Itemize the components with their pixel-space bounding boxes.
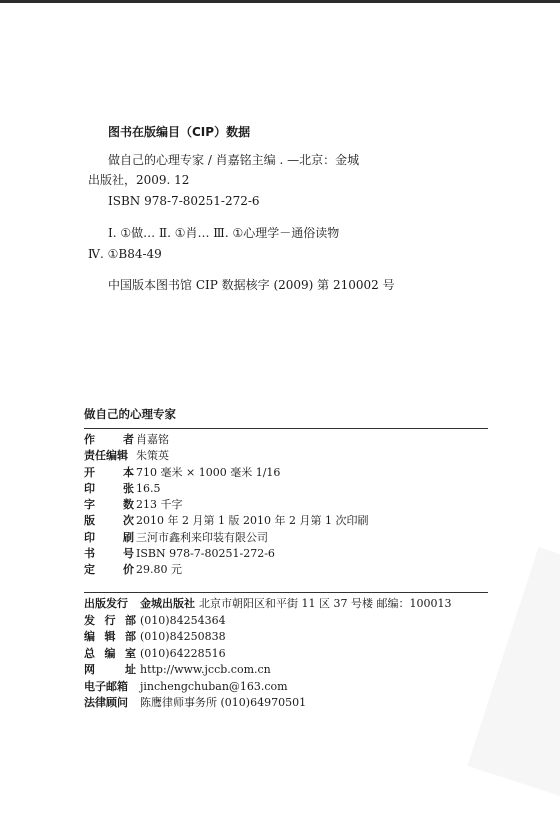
book-info-table [84,432,488,579]
contact-row [84,613,504,630]
top-border-rule [0,0,560,3]
info-row [84,546,488,562]
info-row-label: 作 者 [84,433,134,446]
cip-line-4: Ⅰ. ①做… Ⅱ. ①肖… Ⅲ. ①心理学－通俗读物 [108,226,340,240]
title-rule [84,428,488,429]
contact-row [84,629,504,646]
publisher-value [140,596,451,613]
info-row [84,562,488,578]
info-row-value: 三河市鑫利来印装有限公司 [136,530,268,544]
cip-line-2: 出版社，2009. 12 [88,173,190,187]
cip-heading: 图书在版编目（CIP）数据 [108,125,251,139]
info-row [84,465,488,481]
publisher-name: 金城出版社 [140,597,195,610]
info-row-label: 定 价 [84,563,134,577]
info-row-label: 版 次 [84,514,134,528]
contact-row-label: 发 行 部 [84,613,136,627]
info-row [84,432,488,448]
book-title: 做自己的心理专家 [84,407,176,421]
cip-line-6: 中国版本图书馆 CIP 数据核字 (2009) 第 210002 号 [108,278,395,292]
info-row-value: 29.80 元 [136,563,182,577]
info-row-label: 开 本 [84,465,134,479]
contact-row-value: jinchengchuban@163.com [140,679,288,693]
contact-row [84,662,504,679]
publisher-block [84,596,504,712]
cip-line-5: Ⅳ. ①B84-49 [88,247,162,261]
info-row [84,448,488,464]
info-row-label: 印 张 [84,481,134,495]
info-row-label: 书 号 [84,547,134,561]
cip-line-1: 做自己的心理专家 / 肖嘉铭主编 . —北京：金城 [108,153,360,167]
cip-line-3: ISBN 978-7-80251-272-6 [108,194,260,208]
contact-row-label: 网 址 [84,663,136,676]
info-row [84,481,488,497]
info-row-label: 印 刷 [84,530,134,544]
info-row-value: 肖嘉铭 [136,433,169,446]
contact-list [84,613,504,712]
contact-row-value: (010)84254364 [140,613,226,627]
contact-row-value: (010)64228516 [140,646,226,660]
contact-row-label: 电子邮箱 [84,679,128,693]
info-row-label: 字 数 [84,498,134,512]
info-rule [84,592,488,593]
info-row [84,513,488,529]
info-row-value: 16.5 [136,481,161,495]
contact-row [84,646,504,663]
info-row [84,497,488,513]
info-row-value: 213 千字 [136,498,183,512]
contact-row-value: 陈鹰律师事务所 (010)64970501 [140,696,307,709]
info-row-value: 2010 年 2 月第 1 版 2010 年 2 月第 1 次印刷 [136,514,369,528]
contact-row-value: http://www.jccb.com.cn [140,663,271,676]
contact-row-label: 法律顾问 [84,696,128,709]
publisher-label: 出版发行 [84,597,128,610]
info-row-value: ISBN 978-7-80251-272-6 [136,547,275,561]
publisher-row [84,596,504,613]
contact-row-label: 编 辑 部 [84,630,136,643]
contact-row [84,695,504,712]
info-row-value: 朱策英 [136,449,169,463]
info-row [84,530,488,546]
contact-row-label: 总 编 室 [84,646,136,660]
info-row-label: 责任编辑 [84,449,128,463]
contact-row-value: (010)84250838 [140,630,226,643]
contact-row [84,679,504,696]
publisher-address: 北京市朝阳区和平街 11 区 37 号楼 邮编：100013 [199,597,452,610]
info-row-value: 710 毫米 × 1000 毫米 1/16 [136,465,281,479]
